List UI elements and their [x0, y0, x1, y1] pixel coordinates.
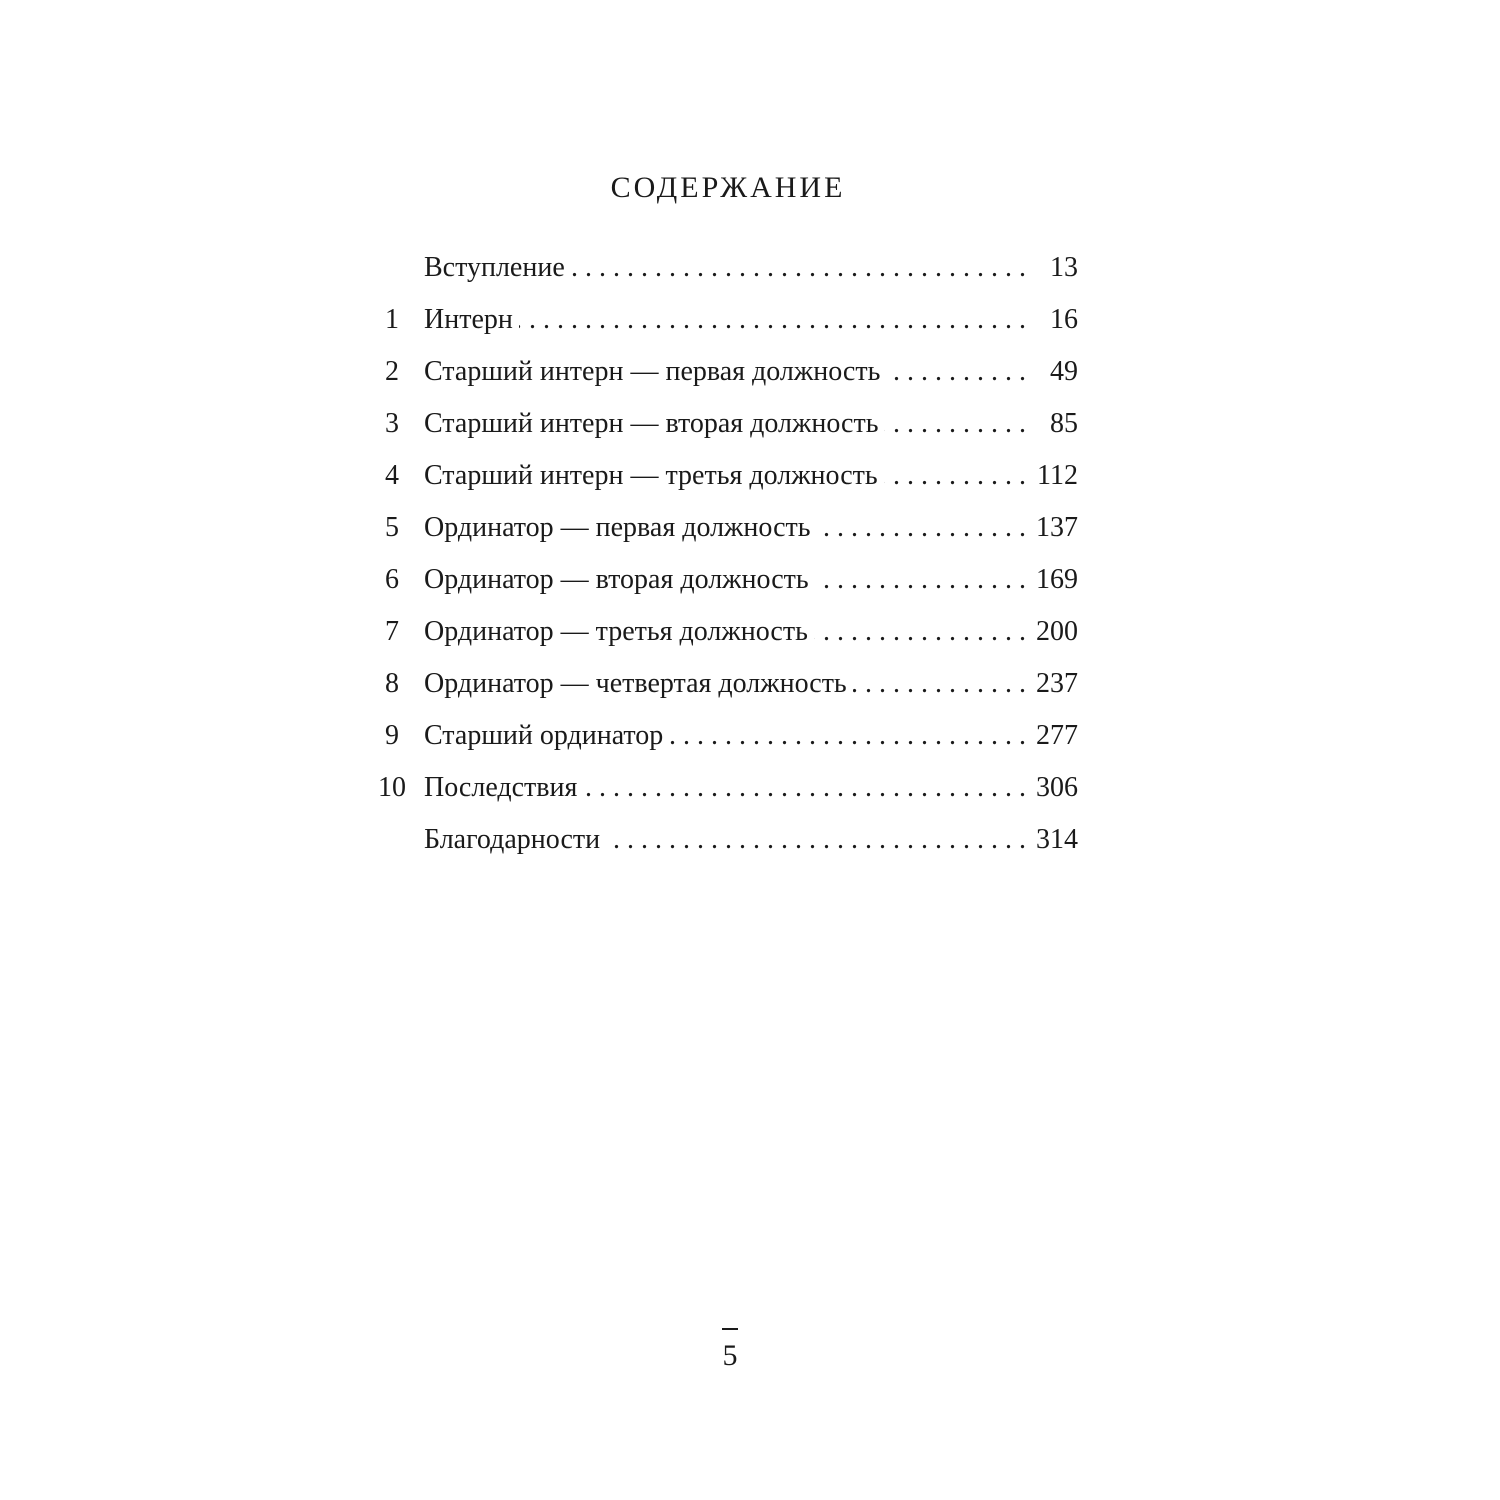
toc-chapter-title: Благодарности [424, 824, 601, 855]
toc-chapter-number: 4 [385, 460, 399, 491]
toc-dot-leader [817, 502, 1026, 554]
toc-dot-leader [814, 606, 1026, 658]
toc-dot-leader [815, 554, 1026, 606]
toc-page-number: 49 [1050, 356, 1078, 387]
page-number: 5 [722, 1339, 738, 1372]
toc-page-number: 169 [1036, 564, 1078, 595]
toc-chapter-title: Ординатор — четвертая должность [424, 668, 847, 699]
toc-entry[interactable] [360, 450, 1078, 502]
toc-chapter-number: 2 [385, 356, 399, 387]
toc-entry[interactable] [360, 346, 1078, 398]
toc-chapter-number: 7 [385, 616, 399, 647]
toc-chapter-number: 8 [385, 668, 399, 699]
toc-entry[interactable] [360, 398, 1078, 450]
toc-page-number: 137 [1036, 512, 1078, 543]
toc-entry[interactable] [360, 294, 1078, 346]
toc-page-number: 16 [1050, 304, 1078, 335]
toc-chapter-number: 9 [385, 720, 399, 751]
toc-entry[interactable] [360, 606, 1078, 658]
toc-dot-leader [669, 710, 1026, 762]
table-of-contents [360, 242, 1078, 866]
toc-chapter-title: Ординатор — первая должность [424, 512, 811, 543]
toc-entry[interactable] [360, 242, 1078, 294]
toc-chapter-title: Ординатор — вторая должность [424, 564, 809, 595]
toc-page-number: 277 [1036, 720, 1078, 751]
toc-dot-leader [519, 294, 1026, 346]
toc-entry[interactable] [360, 502, 1078, 554]
toc-dot-leader [853, 658, 1026, 710]
toc-entry[interactable] [360, 762, 1078, 814]
toc-chapter-title: Вступление [424, 252, 565, 283]
toc-entry[interactable] [360, 554, 1078, 606]
toc-entry[interactable] [360, 814, 1078, 866]
toc-chapter-number: 1 [385, 304, 399, 335]
toc-chapter-number: 3 [385, 408, 399, 439]
toc-dot-leader [606, 814, 1026, 866]
toc-page-number: 85 [1050, 408, 1078, 439]
toc-dot-leader [884, 398, 1026, 450]
toc-chapter-title: Интерн [424, 304, 513, 335]
toc-page-number: 112 [1037, 460, 1078, 491]
toc-chapter-title: Старший интерн — вторая должность [424, 408, 879, 439]
toc-page-number: 237 [1036, 668, 1078, 699]
toc-chapter-title: Старший ординатор [424, 720, 664, 751]
toc-chapter-number: 10 [378, 772, 406, 803]
toc-dot-leader [571, 242, 1026, 294]
toc-chapter-title: Старший интерн — первая должность [424, 356, 881, 387]
toc-entry[interactable] [360, 710, 1078, 762]
page-title: СОДЕРЖАНИЕ [610, 171, 846, 204]
toc-dot-leader [886, 346, 1026, 398]
toc-chapter-number: 5 [385, 512, 399, 543]
toc-entry[interactable] [360, 658, 1078, 710]
toc-page-number: 13 [1050, 252, 1078, 283]
toc-page-number: 200 [1036, 616, 1078, 647]
toc-page-number: 306 [1036, 772, 1078, 803]
toc-dot-leader [884, 450, 1026, 502]
toc-chapter-number: 6 [385, 564, 399, 595]
toc-page-number: 314 [1036, 824, 1078, 855]
toc-chapter-title: Ординатор — третья должность [424, 616, 808, 647]
page-number-rule [722, 1328, 738, 1330]
toc-chapter-title: Старший интерн — третья должность [424, 460, 878, 491]
toc-dot-leader [583, 762, 1026, 814]
toc-chapter-title: Последствия [424, 772, 578, 803]
